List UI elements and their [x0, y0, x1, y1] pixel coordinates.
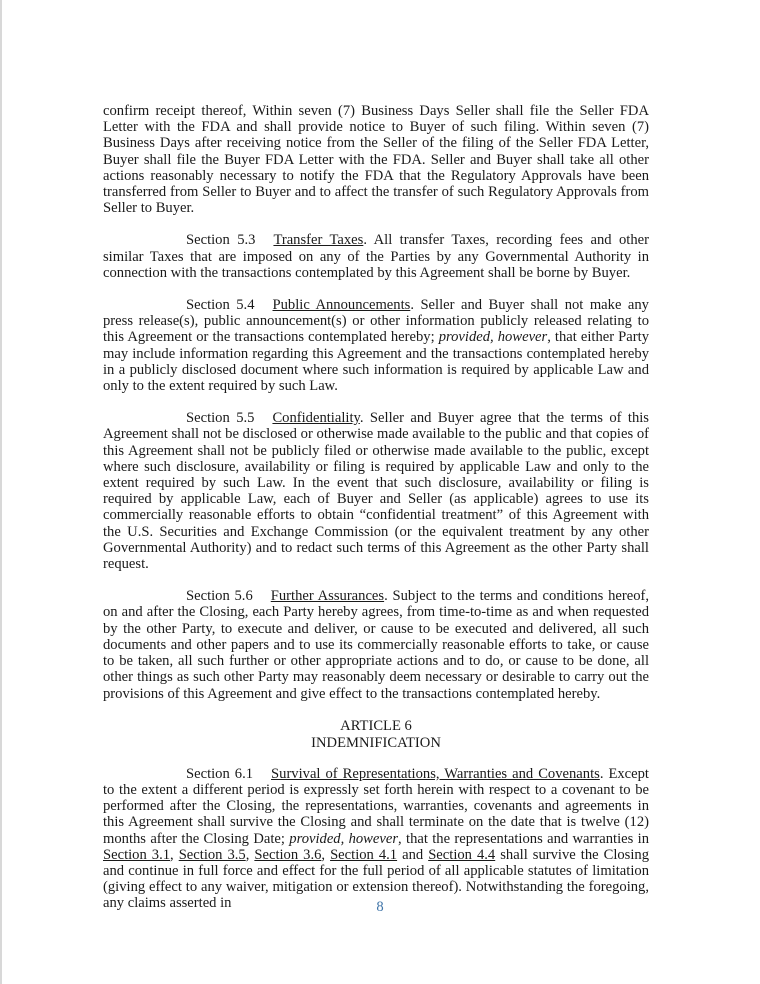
article-heading	[103, 718, 649, 752]
section-body-cont: , that the representations and warranties in	[398, 830, 649, 847]
section-number: Section 5.6	[186, 588, 253, 605]
proviso: provided, however	[438, 329, 548, 346]
section-5-3	[103, 232, 649, 281]
section-5-4	[103, 297, 649, 394]
section-number: Section 5.4	[186, 297, 255, 314]
section-ref-3-1: Section 3.1	[103, 846, 171, 863]
section-number: Section 5.3	[186, 232, 256, 249]
section-ref-4-4: Section 4.4	[428, 846, 496, 863]
section-5-6	[103, 588, 649, 701]
page-number: 8	[376, 899, 384, 915]
article-title: INDEMNIFICATION	[311, 734, 441, 751]
continuation-text: confirm receipt thereof, Within seven (7) Business Days Seller shall file the Seller FDA Letter with the FDA and shall provide notice to Buyer of such filing. Within seven (7) Business Days after receiving notice from the Seller of the filing of the Seller FDA Letter, Buyer shall file the Buyer FDA Letter with the FDA. Seller and Buyer shall take all other actions reasonably necessary to notify the FDA that the Regulatory Approvals have been transferred from Seller to Buyer and to affect the transfer of such Regulatory Approvals from Seller to Buyer.	[103, 103, 649, 217]
section-ref-4-1: Section 4.1	[330, 846, 398, 863]
section-body: . Seller and Buyer shall not make any press release(s), public announcement(s) or other information publicly released relating to this Agreement or the transactions contemplated hereby;	[103, 297, 649, 346]
continuation-paragraph	[103, 103, 649, 216]
section-ref-3-5: Section 3.5	[178, 846, 246, 863]
section-number: Section 6.1	[186, 765, 254, 782]
document-body	[103, 103, 649, 928]
section-title: Confidentiality	[272, 410, 360, 427]
section-number: Section 5.5	[186, 410, 255, 427]
section-6-1: Section 6.1 Survival of Representations, Warranties and Covenants. Except to the extent a different period is expressly set forth herein with respect to a covenant to be performed after the Closing, the representations, warranties, covenants and agreements in this Agreement shall survive the Closing and shall terminate on the date that is twelve (12) months after the Closing Date; provided, however, that the representations and warranties in Section 3.1, Section 3.5, Section 3.6, Section 4.1 and Section 4.4 shall survive the Closing and continue in full force and effect for the full period of all applicable statutes of limitation (giving effect to any waiver, mitigation or extension thereof). Notwithstanding the foregoing, any claims asserted in	[103, 765, 650, 912]
section-ref-3-6: Section 3.6	[254, 846, 322, 863]
section-body-end: shall survive the Closing and continue in full force and effect for the full period of all applicable statutes of limitation (giving effect to any waiver, mitigation or extension thereof). Notwithstanding the foregoing, any claims asserted in	[103, 846, 650, 912]
section-title: Survival of Representations, Warranties and Covenants	[271, 765, 600, 782]
page-edge	[0, 0, 2, 984]
section-title: Further Assurances	[270, 588, 385, 605]
section-body: . All transfer Taxes, recording fees and other similar Taxes that are imposed on any of the Parties by any Governmental Authority in connection with the transactions contemplated by this Agreement shall be borne by Buyer.	[103, 232, 650, 281]
section-title: Transfer Taxes	[273, 232, 364, 249]
section-5-5	[103, 410, 649, 572]
article-number: ARTICLE 6	[340, 717, 412, 734]
proviso: provided, however	[289, 830, 399, 847]
section-title: Public Announcements	[272, 297, 411, 314]
section-body: . Except to the extent a different period is expressly set forth herein with respect to a covenant to be performed after the Closing, the representations, warranties, covenants and agreements in this Agreement shall survive the Closing and shall terminate on the date that is twelve (12) months after the Closing Date;	[103, 765, 649, 847]
section-body: . Seller and Buyer agree that the terms of this Agreement shall not be disclosed or otherwise made available to the public and that copies of this Agreement shall not be publicly filed or otherwise made available to the public, except where such disclosure, availability or filing is required by applicable Law and only to the extent required by such Law. In the event that such disclosure, availability or filing is required by applicable Law, each of Buyer and Seller (as applicable) agrees to use its commercially reasonable efforts to obtain “confidential treatment” of this Agreement with the U.S. Securities and Exchange Commission (or the equivalent treatment by any other Governmental Authority) and to redact such terms of this Agreement as the other Party shall request.	[103, 410, 649, 573]
section-body: . Subject to the terms and conditions hereof, on and after the Closing, each Party hereby agrees, from time-to-time as and when requested by the other Party, to execute and deliver, or cause to be executed and delivered, all such documents and other papers and to use its commercially reasonable efforts to take, or cause to be taken, all such further or other appropriate actions and to do, or cause to be done, all other things as such other Party may reasonably deem necessary or desirable to carry out the provisions of this Agreement and give effect to the transactions contemplated hereby.	[103, 588, 650, 702]
section-body-cont: , that either Party may include information regarding this Agreement and the transactions contemplated hereby in a publicly disclosed document where such information is required by applicable Law and only to the extent required by such Law.	[103, 329, 649, 395]
